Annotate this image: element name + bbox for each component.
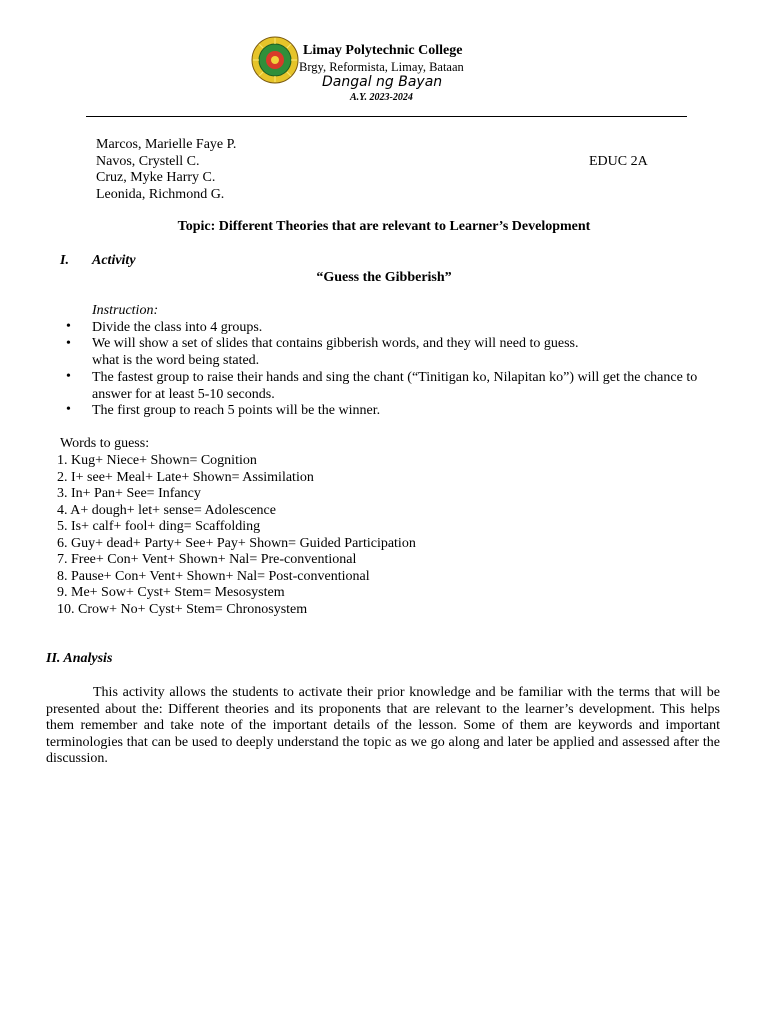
author-name: Cruz, Myke Harry C.: [96, 170, 216, 185]
bullet-icon: •: [66, 402, 71, 417]
list-item: 1. Kug+ Niece+ Shown= Cognition: [57, 453, 257, 468]
author-list: [96, 137, 236, 203]
author-name: Marcos, Marielle Faye P.: [96, 137, 237, 152]
instruction-item: Divide the class into 4 groups.: [92, 320, 263, 335]
list-item: 2. I+ see+ Meal+ Late+ Shown= Assimilation: [57, 469, 314, 485]
bullet-icon: •: [66, 369, 71, 384]
list-item: 7. Free+ Con+ Vent+ Shown+ Nal= Pre-conventional: [57, 552, 357, 567]
college-motto: Dangal ng Bayan: [322, 74, 443, 90]
words-header: Words to guess:: [60, 436, 150, 451]
instruction-item: what is the word being stated.: [92, 353, 260, 368]
author-name: Navos, Crystell C.: [96, 153, 200, 169]
instruction-item: The fastest group to raise their hands and sing the chant (“Tinitigan ko, Nilapitan ko”) will get the chance to answer for at least 5-10 seconds.: [92, 370, 698, 402]
instruction-item: We will show a set of slides that contains gibberish words, and they will need to guess.: [92, 336, 579, 351]
list-item: 3. In+ Pan+ See= Infancy: [57, 486, 201, 501]
bullet-icon: •: [66, 336, 71, 351]
college-address: Brgy, Reformista, Limay, Bataan: [299, 60, 464, 74]
activity-title: “Guess the Gibberish”: [316, 270, 452, 285]
bullet-icon: •: [66, 319, 71, 334]
analysis-paragraph: This activity allows the students to activate their prior knowledge and be familiar with the terms that will be presented about the: Different theories and its proponents that are relevant to the learner’s development. This helps them remember and take note of the important details of the lesson. Some of them are keywords and important terminologies that can be used to deeply understand the topic as we go along and later be applied and assessed after the discussion.: [46, 685, 720, 767]
section-title: Activity: [92, 253, 136, 268]
author-name: Leonida, Richmond G.: [96, 186, 225, 202]
analysis-heading: II. Analysis: [46, 651, 113, 666]
list-item: 8. Pause+ Con+ Vent+ Shown+ Nal= Post-conventional: [57, 568, 370, 584]
instruction-item: The first group to reach 5 points will be the winner.: [92, 403, 381, 418]
college-name: Limay Polytechnic College: [303, 43, 463, 58]
words-list: [57, 453, 416, 618]
college-seal-icon: [250, 36, 300, 84]
list-item: 10. Crow+ No+ Cyst+ Stem= Chronosystem: [57, 601, 308, 617]
list-item: 4. A+ dough+ let+ sense= Adolescence: [57, 502, 276, 518]
list-item: 9. Me+ Sow+ Cyst+ Stem= Mesosystem: [57, 585, 285, 600]
list-item: 5. Is+ calf+ fool+ ding= Scaffolding: [57, 519, 261, 534]
topic-title: Topic: Different Theories that are relevant to Learner’s Development: [177, 219, 591, 234]
course-code: EDUC 2A: [589, 154, 648, 169]
list-item: 6. Guy+ dead+ Party+ See+ Pay+ Shown= Guided Participation: [57, 535, 416, 551]
section-number: I.: [60, 253, 69, 268]
academic-year: A.Y. 2023-2024: [350, 92, 413, 103]
header-divider: [86, 116, 687, 117]
instruction-label: Instruction:: [92, 303, 159, 318]
